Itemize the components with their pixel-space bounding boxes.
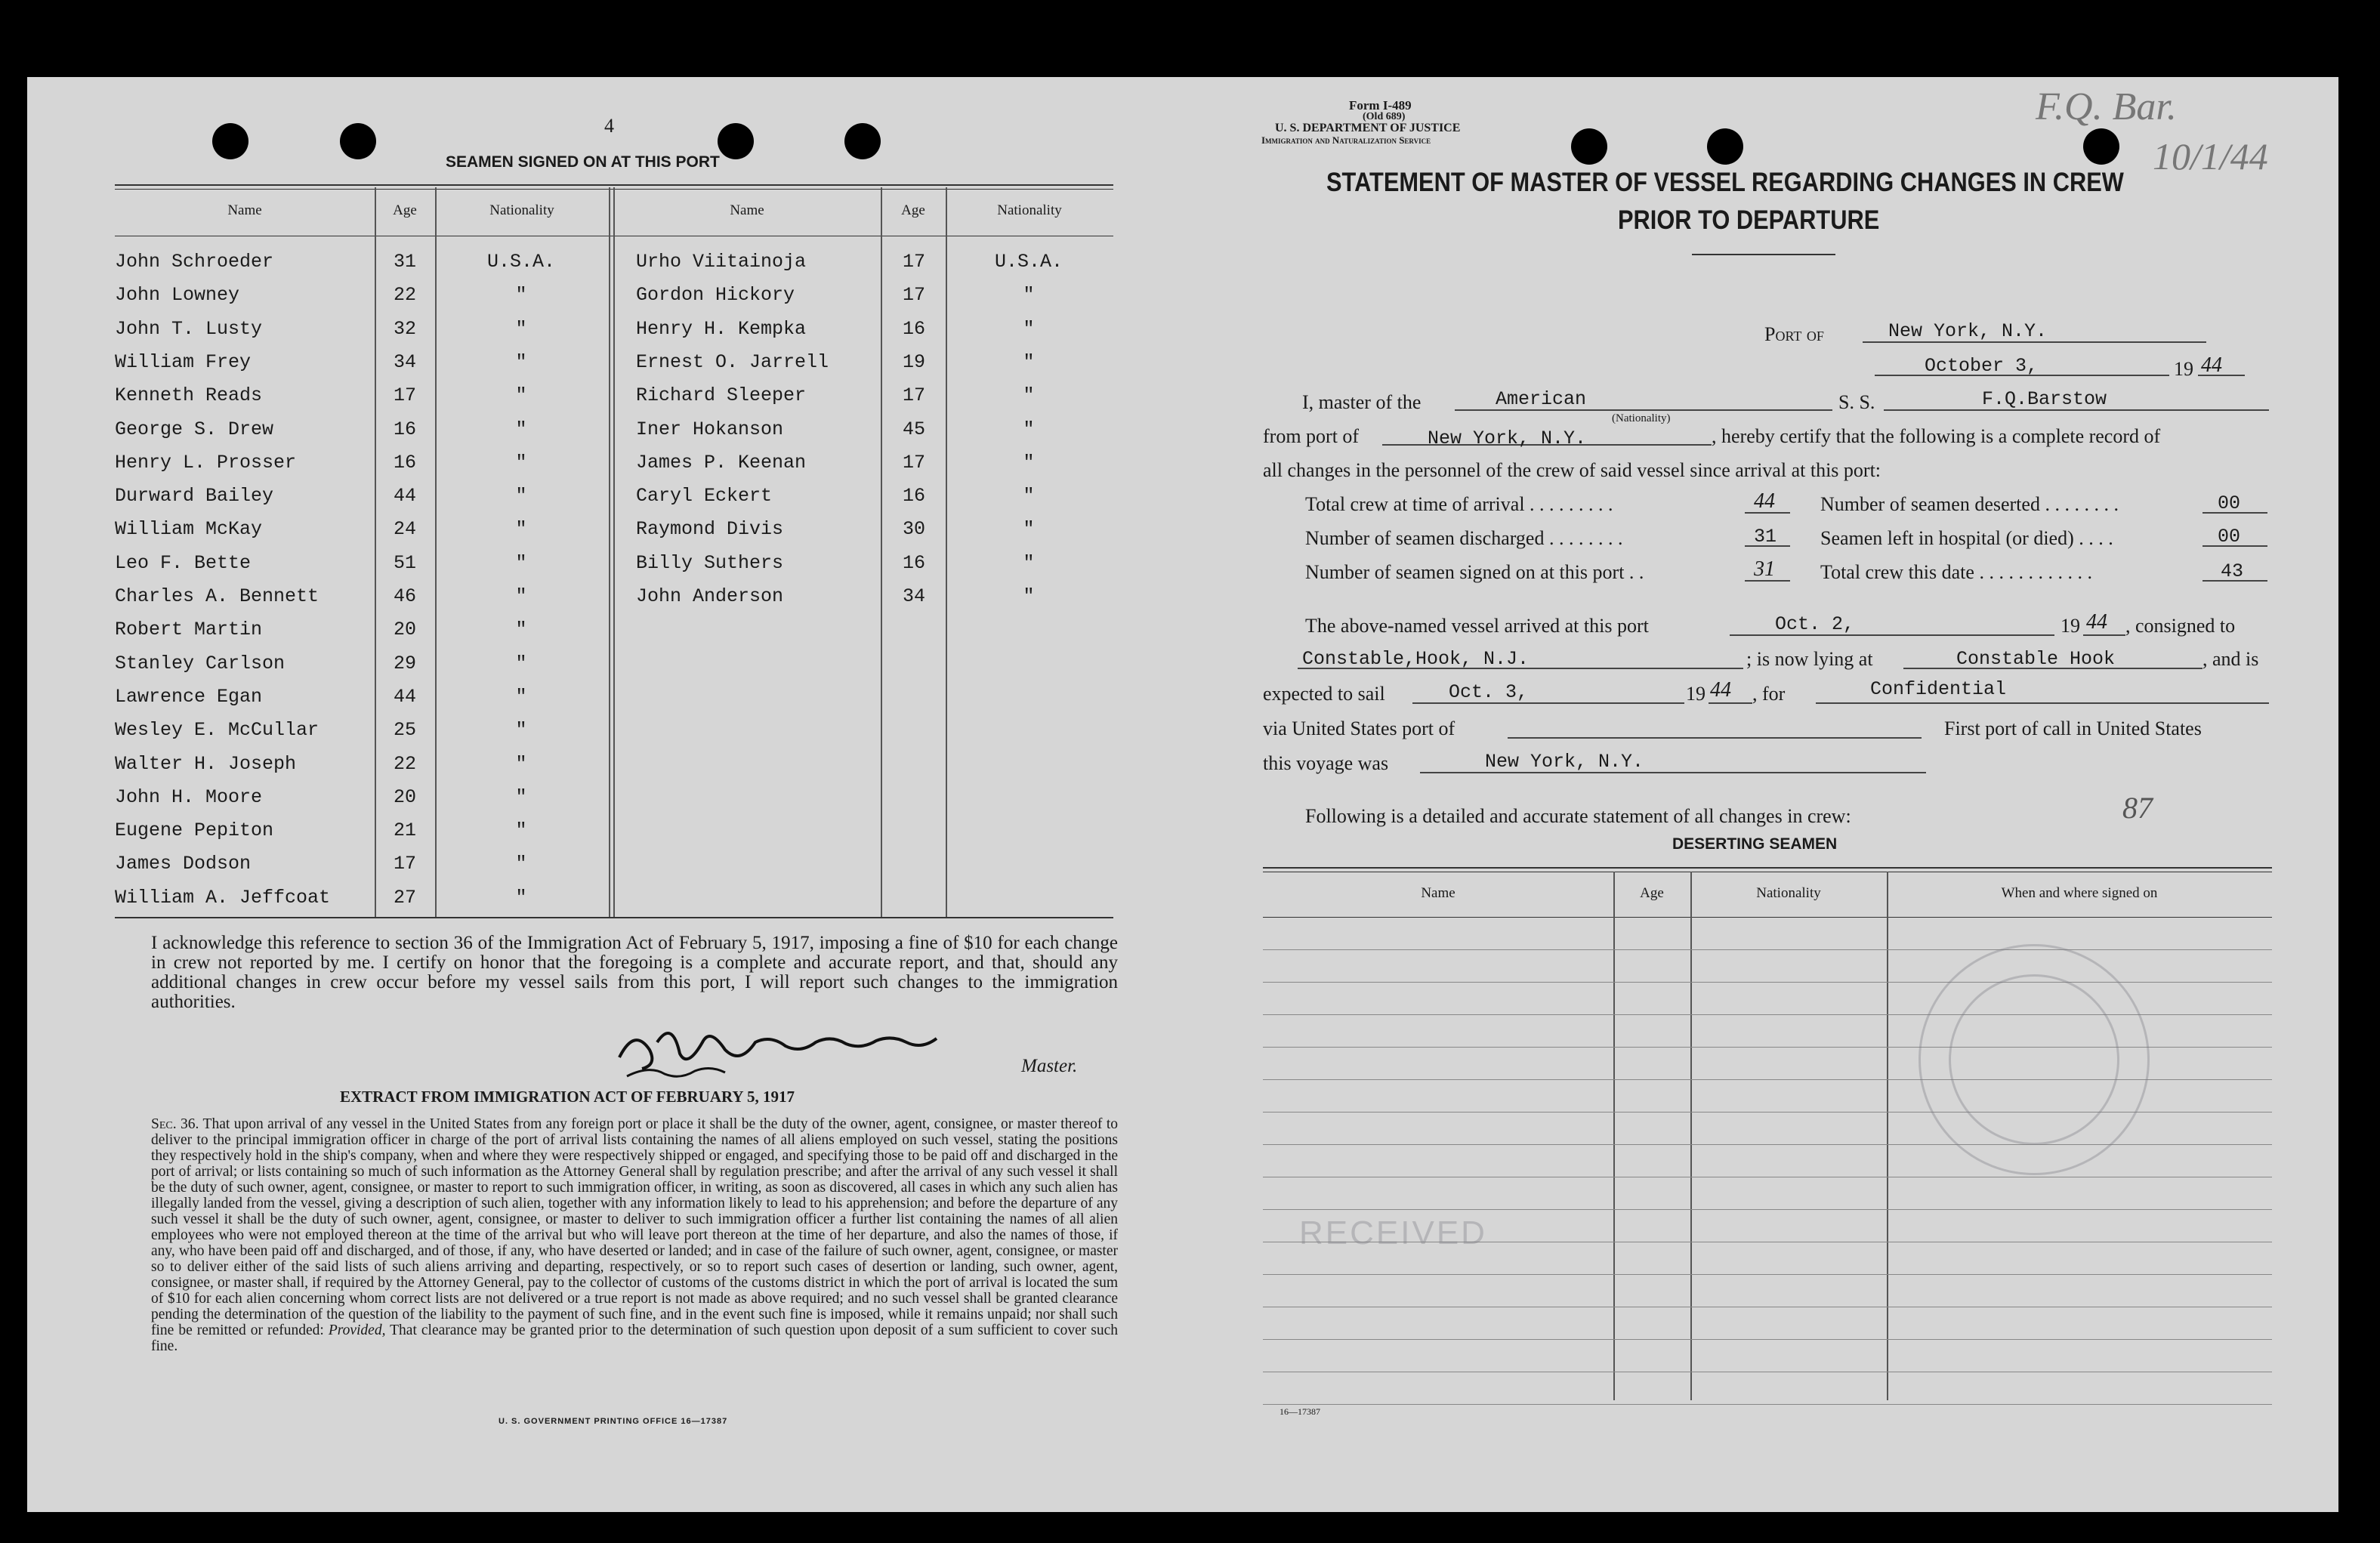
deserted: 00 [2218, 492, 2241, 514]
seaman-name: John T. Lusty [115, 317, 263, 340]
seaman-name: Charles A. Bennett [115, 585, 319, 607]
seaman-age: 16 [902, 317, 925, 340]
deserting-col-divider [1887, 872, 1888, 1400]
seaman-age: 34 [393, 350, 416, 373]
table-bottom-rule [115, 917, 1113, 918]
deserting-col-divider [1613, 872, 1615, 1400]
seaman-nationality: " [1023, 585, 1035, 607]
seaman-nationality: " [515, 451, 527, 474]
from-port-label: from port of [1263, 425, 1360, 447]
seaman-name: William A. Jeffcoat [115, 886, 331, 909]
seaman-age: 16 [393, 418, 416, 440]
expected-value: Oct. 3, [1449, 681, 1529, 703]
seaman-age: 16 [393, 451, 416, 474]
seaman-nationality: " [1023, 317, 1035, 340]
seaman-nationality: " [515, 886, 527, 909]
port-of-label: Port of [1764, 323, 1824, 345]
seaman-nationality: " [1023, 350, 1035, 373]
discharged: 31 [1754, 526, 1777, 548]
provided-word: Provided, [328, 1322, 386, 1338]
seaman-name: Durward Bailey [115, 485, 274, 508]
seaman-nationality: " [515, 350, 527, 373]
for-label: , for [1752, 683, 1786, 705]
seaman-name: Raymond Divis [636, 518, 784, 541]
seaman-age: 16 [902, 485, 925, 508]
old-number: (Old 689) [1363, 111, 1406, 122]
deserting-col-age: Age [1640, 885, 1664, 901]
section-36-text [151, 1116, 1118, 1354]
and-is: , and is [2203, 648, 2259, 670]
seaman-name: Stanley Carlson [115, 652, 286, 674]
via-label: via United States port of [1263, 717, 1455, 739]
deserting-col-nationality: Nationality [1756, 885, 1821, 901]
seaman-nationality: " [515, 384, 527, 407]
seaman-age: 16 [902, 551, 925, 574]
col-header-name: Name [227, 202, 262, 218]
master-label: Master. [1021, 1056, 1078, 1076]
seaman-nationality: " [515, 418, 527, 440]
section-body: That upon arrival of any vessel in the United States from any foreign port or place it shall be the duty of the owner, agent, consignee, or master thereof to deliver to the principal immigration officer in charge of the port of arrival lists containing the names of all aliens employed on such vessel, stating the positions they respectively hold in the ship's company, when and where they were respectively shipped or engaged, and specifying those to be paid off and discharged in the port of arrival; or lists containing so much of such information as the Attorney General shall by regulation prescribe; and after the arrival of any such vessel it shall be the duty of such owner, agent, consignee, or master to report to such immigration officer, in writing, as soon as discovered, all cases in which any such alien has illegally landed from the vessel, giving a description of such alien, together with any information likely to lead to his apprehension; and before the departure of any such vessel it shall be the duty of such owner, agent, consignee, or master to deliver to such immigration officer a further list containing the names of all alien employees who were not employed thereon at the time of the arrival but who will leave port thereon at the time of her departure, and also the names of those, if any, who have been paid off and discharged, and of those, if any, who have deserted or landed; and in case of the failure of such owner, agent, consignee, or master so to deliver either of the said lists of such aliens arriving and departing, respectively, or so to report such cases of desertion or landing, such owner, agent, consignee, or master shall, if required by the Attorney General, pay to the collector of customs of the customs district in which the port of arrival is located the sum of $10 for each alien concerning whom correct lists are not delivered or a true report is not made as above required; and no such vessel shall be granted clearance pending the determination of the question of the liability to the payment of such fine, and in the event such fine is imposed, while it remains unpaid; nor shall such fine be remitted or refunded: [151, 1116, 1118, 1338]
seaman-name: Billy Suthers [636, 551, 784, 574]
voyage-value: New York, N.Y. [1485, 751, 1644, 773]
consignee-value: Constable,Hook, N.J. [1302, 648, 1530, 670]
seaman-name: Caryl Eckert [636, 485, 773, 508]
seaman-name: Walter H. Joseph [115, 752, 297, 775]
seaman-nationality: " [515, 652, 527, 674]
seaman-age: 51 [393, 551, 416, 574]
seaman-age: 20 [393, 619, 416, 641]
total-today-label: Total crew this date . . . . . . . . . . . . [1820, 561, 2092, 583]
year-prefix: 19 [2174, 358, 2193, 380]
seaman-age: 27 [393, 886, 416, 909]
seaman-age: 19 [902, 350, 925, 373]
expected-label: expected to sail [1263, 683, 1385, 705]
signed-on: 31 [1754, 557, 1775, 581]
seaman-age: 46 [393, 585, 416, 607]
section-title: SEAMEN SIGNED ON AT THIS PORT [446, 153, 720, 171]
seaman-nationality: " [1023, 418, 1035, 440]
deserting-row-rule [1263, 1339, 2272, 1340]
arrived-value: Oct. 2, [1775, 613, 1855, 635]
seaman-age: 17 [393, 853, 416, 875]
arrived-year: 44 [2086, 610, 2107, 634]
seaman-nationality: " [515, 685, 527, 708]
seaman-nationality: " [515, 585, 527, 607]
seaman-age: 22 [393, 284, 416, 307]
seaman-name: Wesley E. McCullar [115, 719, 319, 742]
seaman-nationality: " [515, 284, 527, 307]
ss-value: F.Q.Barstow [1982, 388, 2107, 410]
seaman-name: Iner Hokanson [636, 418, 784, 440]
col-header-nationality: Nationality [489, 202, 554, 218]
signed-on-label: Number of seamen signed on at this port . . [1305, 561, 1644, 583]
following-text: Following is a detailed and accurate statement of all changes in crew: [1305, 805, 1851, 827]
deserting-row-rule [1263, 1144, 2272, 1145]
page-number: 4 [604, 115, 614, 137]
first-port-label: First port of call in United States [1944, 717, 2202, 739]
voyage-label: this voyage was [1263, 752, 1389, 774]
hospital: 00 [2218, 526, 2241, 548]
via-line [1508, 737, 1922, 739]
seaman-age: 17 [902, 251, 925, 273]
nationality-caption: (Nationality) [1612, 412, 1671, 424]
deserting-row-rule [1263, 1274, 2272, 1275]
consigned-label: , consigned to [2125, 615, 2236, 637]
seaman-nationality: " [1023, 518, 1035, 541]
arrived-label: The above-named vessel arrived at this port [1305, 615, 1649, 637]
col-divider [881, 187, 882, 917]
form-subtitle: PRIOR TO DEPARTURE [1618, 205, 1880, 235]
col-divider [609, 187, 610, 917]
printing-office-line: U. S. GOVERNMENT PRINTING OFFICE 16—17387 [499, 1417, 728, 1426]
date-value: October 3, [1925, 355, 2039, 377]
deserting-col-signed-on: When and where signed on [2001, 885, 2158, 901]
acknowledgement-text: I acknowledge this reference to section 36 of the Immigration Act of February 5, 1917, imposing a fine of $10 for each change in crew not reported by me. I certify on honor that the foregoing is a complete and accurate report, and that, should any additional changes in crew occur before my vessel sails from this port, I will report such changes to the immigration authorities. [151, 933, 1118, 1012]
faded-received-stamp: RECEIVED [1299, 1214, 1487, 1251]
seaman-name: Gordon Hickory [636, 284, 795, 307]
seaman-name: James P. Keenan [636, 451, 807, 474]
seaman-name: William McKay [115, 518, 263, 541]
seaman-nationality: " [1023, 485, 1035, 508]
deserting-col-divider [1690, 872, 1692, 1400]
seaman-age: 29 [393, 652, 416, 674]
seaman-nationality: " [515, 752, 527, 775]
punch-hole [1707, 128, 1743, 165]
for-value: Confidential [1870, 678, 2007, 700]
col-divider [435, 187, 437, 917]
seaman-name: John H. Moore [115, 785, 263, 808]
seaman-name: Leo F. Bette [115, 551, 252, 574]
seaman-name: John Lowney [115, 284, 240, 307]
nationality-value: American [1496, 388, 1587, 410]
seaman-age: 31 [393, 251, 416, 273]
seaman-nationality: " [1023, 384, 1035, 407]
deserting-row-rule [1263, 949, 2272, 950]
seaman-name: Urho Viitainoja [636, 251, 807, 273]
seaman-age: 32 [393, 317, 416, 340]
seaman-age: 34 [902, 585, 925, 607]
form-title: STATEMENT OF MASTER OF VESSEL REGARDING CHANGES IN CREW [1326, 168, 2124, 197]
arrived-year-prefix: 19 [2061, 615, 2080, 637]
seaman-nationality: " [515, 719, 527, 742]
col-header-name: Name [730, 202, 764, 218]
section-tail: That clearance may be granted prior to the determination of such question upon deposit of a sum sufficient to cover such fine. [151, 1322, 1118, 1354]
section-label: Sec. 36. [151, 1116, 199, 1132]
col-header-age: Age [393, 202, 417, 218]
seaman-name: James Dodson [115, 853, 252, 875]
total-crew-arrival: 44 [1754, 489, 1775, 513]
punch-hole [340, 123, 376, 159]
seaman-age: 22 [393, 752, 416, 775]
seaman-age: 17 [902, 284, 925, 307]
for-line [1816, 702, 2269, 704]
deserting-row-rule [1263, 1404, 2272, 1405]
seaman-nationality: " [1023, 451, 1035, 474]
seaman-age: 44 [393, 485, 416, 508]
certify-text-2: all changes in the personnel of the crew of said vessel since arrival at this port: [1263, 459, 1881, 481]
from-port-value: New York, N.Y. [1428, 427, 1587, 449]
ss-label: S. S. [1838, 391, 1875, 413]
punch-hole [844, 123, 881, 159]
seaman-name: George S. Drew [115, 418, 274, 440]
seaman-age: 24 [393, 518, 416, 541]
master-of-label: I, master of the [1302, 391, 1422, 413]
seaman-name: John Schroeder [115, 251, 274, 273]
seaman-name: Henry L. Prosser [115, 451, 297, 474]
seaman-name: Henry H. Kempka [636, 317, 807, 340]
extract-title: EXTRACT FROM IMMIGRATION ACT OF FEBRUARY 5, 1917 [340, 1088, 795, 1106]
handwritten-date: 10/1/44 [2153, 135, 2268, 177]
seaman-nationality: " [515, 551, 527, 574]
seaman-nationality: " [515, 819, 527, 842]
seaman-age: 17 [902, 384, 925, 407]
deserting-row-rule [1263, 1209, 2272, 1210]
seaman-nationality: " [515, 785, 527, 808]
footer-code: 16—17387 [1280, 1406, 1320, 1417]
arrived-year-line [2083, 634, 2125, 636]
expected-year-prefix: 19 [1686, 683, 1706, 705]
seaman-nationality: " [1023, 551, 1035, 574]
seaman-nationality: U.S.A. [994, 251, 1063, 273]
seaman-nationality: U.S.A. [486, 251, 555, 273]
table-top-rule [115, 184, 1113, 186]
seaman-name: Robert Martin [115, 619, 263, 641]
punch-hole [2083, 128, 2119, 165]
col-header-age: Age [901, 202, 925, 218]
deserting-col-name: Name [1421, 885, 1455, 901]
punch-hole [212, 123, 248, 159]
lying-value: Constable Hook [1956, 648, 2116, 670]
seaman-age: 17 [902, 451, 925, 474]
seaman-name: William Frey [115, 350, 252, 373]
seaman-name: Lawrence Egan [115, 685, 263, 708]
port-of-value: New York, N.Y. [1888, 320, 2048, 342]
deserting-title: DESERTING SEAMEN [1672, 835, 1838, 853]
seaman-name: Ernest O. Jarrell [636, 350, 829, 373]
col-divider [613, 187, 615, 917]
certify-text: , hereby certify that the following is a complete record of [1712, 425, 2161, 447]
deserting-table-header-rule [1263, 917, 2272, 918]
col-header-nationality: Nationality [997, 202, 1062, 218]
seaman-age: 30 [902, 518, 925, 541]
expected-year-line [1709, 702, 1752, 704]
seaman-nationality: " [515, 317, 527, 340]
lying-label: ; is now lying at [1746, 648, 1873, 670]
total-today: 43 [2221, 560, 2244, 582]
seaman-nationality: " [515, 485, 527, 508]
seaman-name: John Anderson [636, 585, 784, 607]
seaman-name: Eugene Pepiton [115, 819, 274, 842]
department: U. S. DEPARTMENT OF JUSTICE [1275, 122, 1461, 134]
deserted-label: Number of seamen deserted . . . . . . . . [1820, 493, 2119, 515]
form-number: Form I-489 [1349, 98, 1412, 113]
deserting-table-top [1263, 867, 2272, 869]
seaman-age: 44 [393, 685, 416, 708]
hospital-label: Seamen left in hospital (or died) . . . . [1820, 527, 2113, 549]
seaman-nationality: " [515, 619, 527, 641]
handwritten-note: F.Q. Bar. [2036, 85, 2177, 128]
discharged-label: Number of seamen discharged . . . . . . . . [1305, 527, 1623, 549]
total-crew-arrival-label: Total crew at time of arrival . . . . . . . . . [1305, 493, 1613, 515]
seaman-age: 20 [393, 785, 416, 808]
year-value: 44 [2201, 353, 2222, 377]
col-divider [946, 187, 947, 917]
handwritten-number: 87 [2122, 791, 2153, 825]
seaman-nationality: " [515, 853, 527, 875]
service: Immigration and Naturalization Service [1261, 134, 1431, 146]
punch-hole [1571, 128, 1607, 165]
master-signature [604, 1012, 952, 1080]
expected-year: 44 [1710, 678, 1731, 702]
seaman-age: 25 [393, 719, 416, 742]
seaman-age: 17 [393, 384, 416, 407]
seaman-age: 21 [393, 819, 416, 842]
seaman-age: 45 [902, 418, 925, 440]
seaman-nationality: " [1023, 284, 1035, 307]
title-rule [1692, 254, 1835, 255]
punch-hole [718, 123, 754, 159]
seaman-name: Richard Sleeper [636, 384, 807, 407]
seaman-nationality: " [515, 518, 527, 541]
faded-circular-stamp-inner [1949, 974, 2119, 1145]
seaman-name: Kenneth Reads [115, 384, 263, 407]
